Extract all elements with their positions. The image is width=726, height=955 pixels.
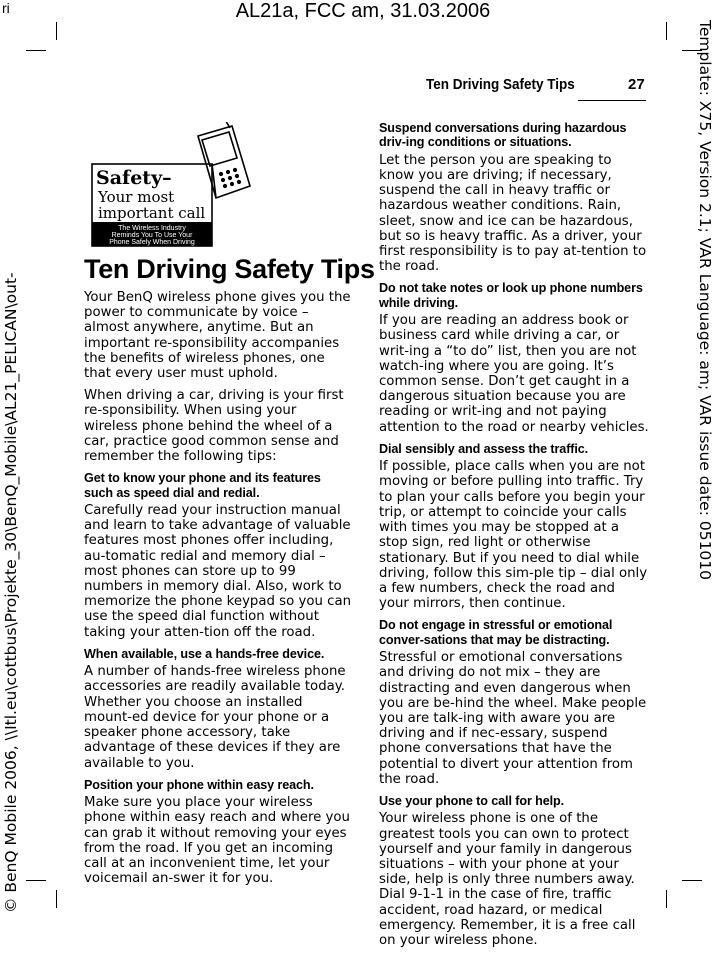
corner-code: ri xyxy=(2,0,10,16)
logo-line-3: important call xyxy=(98,204,206,222)
tip-heading: Dial sensibly and assess the traffic. xyxy=(379,441,589,456)
tip-body: If you are reading an address book or business card while driving a car, or writ-ing a “to do” list, then you are not watch-ing where you are going. It’s common sense. Don’t get caught in a dangerous situation because you are reading or writ-ing and not paying attention to the road or nearby vehicles. xyxy=(379,313,649,435)
safety-logo xyxy=(90,122,322,248)
tip-heading: When available, use a hands-free device. xyxy=(84,646,325,661)
tip-heading: Use your phone to call for help. xyxy=(379,793,565,808)
logo-band-3: Phone Safely When Driving xyxy=(109,239,195,246)
logo-line-2: Your most xyxy=(98,188,175,206)
running-title: Ten Driving Safety Tips xyxy=(426,76,575,93)
crop-mark xyxy=(666,890,667,908)
crop-mark xyxy=(26,50,46,51)
tip-body: A number of hands-free wireless phone accessories are readily available today. Whether you choose an installed mount-ed device for your phone or a speaker phone accessory, take advantage of these devices if they are available to you. xyxy=(84,664,346,771)
tip-heading: Do not engage in stressful or emotional conver-sations that may be distracting. xyxy=(379,618,613,647)
tip-heading: Do not take notes or look up phone numbers while driving. xyxy=(379,281,643,310)
phone-icon xyxy=(198,122,250,198)
copyright-path-vertical: © BenQ Mobile 2006, \\Itl.eu\cottbus\Projekte_30\BenQ_Mobile\AL21_PELICAN\out- xyxy=(2,272,20,913)
tip-body: Let the person you are speaking to know you are driving; if necessary, suspend the call in heavy traffic or hazardous weather conditions. Rain, sleet, snow and ice can be hazardous, but so is heavy traffic. As a driver, your first responsibility is to pay at-tention to the road. xyxy=(379,152,647,275)
tip-heading: Get to know your phone and its features such as speed dial and redial. xyxy=(84,471,321,500)
tip-body: Your wireless phone is one of the greatest tools you can own to protect yourself and your family in dangerous situations – with your phone at your side, help is only three numbers away. Dial 9-1-1 in the case of fire, traffic accident, road hazard, or medical emergency. Remember, it is a free call on your wireless phone. xyxy=(379,811,636,948)
intro-paragraph: When driving a car, driving is your first re-sponsibility. When using your wireless phone behind the wheel of a car, practice good common sense and remember the following tips: xyxy=(84,388,344,465)
crop-mark xyxy=(56,890,57,908)
template-info-vertical: Template: X75, Version 2.1; VAR Language: am; VAR issue date: 051010 xyxy=(696,20,714,581)
tip-body: Make sure you place your wireless phone within easy reach and where you can grab it without removing your eyes from the road. If you get an incoming call at an inconvenient time, let your voicemail an-swer it for you. xyxy=(84,795,350,887)
crop-mark xyxy=(666,22,667,40)
logo-line-1: Safety– xyxy=(96,167,172,189)
logo-band-1: The Wireless Industry xyxy=(118,225,186,232)
tip-heading: Position your phone within easy reach. xyxy=(84,777,314,792)
tip-body: If possible, place calls when you are not moving or before pulling into traffic. Try to plan your calls before you begin your trip, or attempt to coincide your calls with times you may be stopped at a stop sign, red light or otherwise stationary. But if you need to dial while driving, follow this sim-ple tip – dial only a few numbers, check the road and your mirrors, then continue. xyxy=(379,459,648,612)
tip-body: Stressful or emotional conversations and driving do not mix – they are distracting and even dangerous when you are be-hind the wheel. Make people you are talk-ing with aware you are driving and if nec-essary, suspend phone conversations that have the potential to divert your attention from the road. xyxy=(379,650,647,787)
page-title: Ten Driving Safety Tips xyxy=(84,254,375,284)
print-meta-line: AL21a, FCC am, 31.03.2006 xyxy=(235,0,491,22)
crop-mark xyxy=(26,880,46,881)
intro-paragraph: Your BenQ wireless phone gives you the power to communicate by voice – almost anywhere, anytime. But an important re-sponsibility accompanies the benefits of wireless phones, one that every user must uphold. xyxy=(84,290,351,382)
tip-heading: Suspend conversations during hazardous driv-ing conditions or situations. xyxy=(379,121,627,150)
logo-band-2: Reminds You To Use Your xyxy=(111,232,193,239)
header-rule xyxy=(578,100,646,101)
page-number: 27 xyxy=(628,76,645,93)
tip-body: Carefully read your instruction manual and learn to take advantage of valuable features most phones offer including, au-tomatic redial and memory dial – most phones can store up to 99 numbers in memory dial. Also, work to memorize the phone keypad so you can use the speed dial function without taking your atten-tion off the road. xyxy=(84,503,352,640)
left-column xyxy=(84,290,352,893)
crop-mark xyxy=(56,22,57,40)
crop-mark xyxy=(682,880,702,881)
right-column xyxy=(379,121,649,955)
